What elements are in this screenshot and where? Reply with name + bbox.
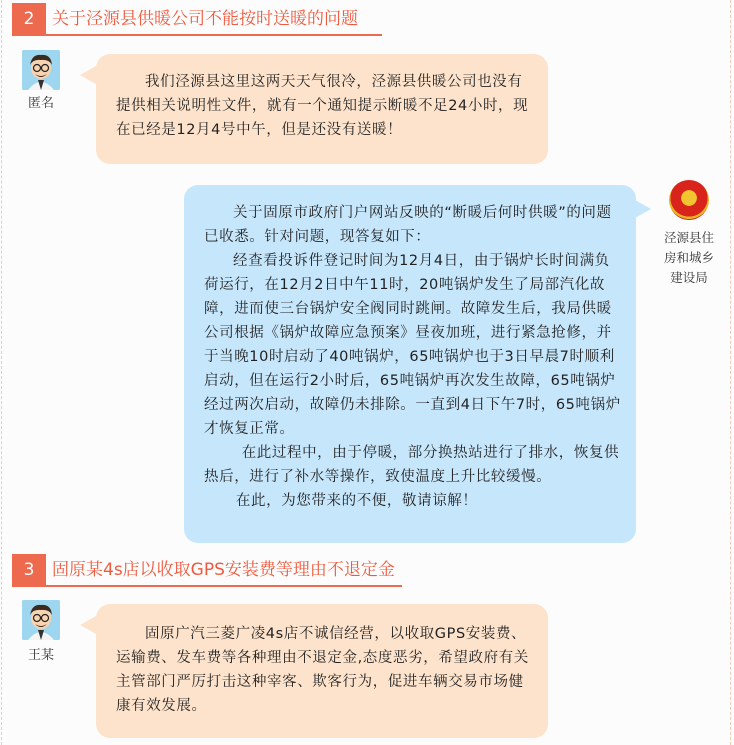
reply-bubble [184,185,636,543]
reply-paragraph: 在此过程中，由于停暖，部分换热站进行了排水，恢复供热后，进行了补水等操作，致使温度上升比较缓慢。 [204,445,620,485]
reply-paragraph: 关于固原市政府门户网站反映的“断暖后何时供暖”的问题已收悉。针对问题，现答复如下： [204,205,612,245]
cartoon-man-avatar-icon [22,600,60,640]
author-name [656,228,722,288]
section-header-2 [12,3,392,35]
section-header-3 [12,554,412,586]
national-emblem-icon [669,180,709,220]
bubble-tail [80,66,96,84]
cartoon-man-avatar-icon [22,50,60,90]
author-name-line: 建设局 [670,270,708,285]
reply-paragraph: 经查看投诉件登记时间为12月4日，由于锅炉长时间满负荷运行，在12月2日中午11时，20吨锅炉发生了局部汽化故障，进而使三台锅炉安全阀同时跳闸。故障发生后，我局供暖公司根据《锅炉故障应急预案》昼夜加班，进行紧急抢修，并于当晚10时启动了40吨锅炉，65吨锅炉也于3日早晨7时顺利启动，但在运行2小时后，65吨锅炉再次发生故障，65吨锅炉经过两次启动，故障仍未排除。一直到4日下午7时，65吨锅炉才恢复正常。 [204,253,621,437]
section-title: 关于泾源县供暖公司不能按时送暖的问题 [52,9,358,29]
author-name-line: 房和城乡 [663,250,714,265]
author-name: 王某 [27,648,54,663]
author-name-line: 泾源县住 [663,230,714,245]
section-number-badge: 2 [12,3,46,35]
section-title: 固原某4s店以收取GPS安装费等理由不退定金 [52,560,395,580]
message-bubble [96,604,548,738]
message-bubble [96,54,548,164]
message-paragraph: 固原广汽三菱广凌4s店不诚信经营，以收取GPS安装费、运输费、发车费等各种理由不退定金,态度恶劣，希望政府有关主管部门严厉打击这种宰客、欺客行为，促进车辆交易市场健康有效发展。 [116,626,529,714]
message-paragraph: 我们泾源县这里这两天天气很冷，泾源县供暖公司也没有提供相关说明性文件，就有一个通知提示断暖不足24小时，现在已经是12月4号中午，但是还没有送暖！ [116,74,529,138]
reply-paragraph: 在此，为您带来的不便，敬请谅解！ [235,493,478,509]
avatar [22,50,60,90]
section-number-badge: 3 [12,554,46,586]
avatar [22,600,60,640]
section-underline [12,34,382,36]
section-underline [12,585,402,587]
bubble-tail [635,200,651,218]
bubble-tail [80,616,96,634]
author-name: 匿名 [27,96,54,111]
